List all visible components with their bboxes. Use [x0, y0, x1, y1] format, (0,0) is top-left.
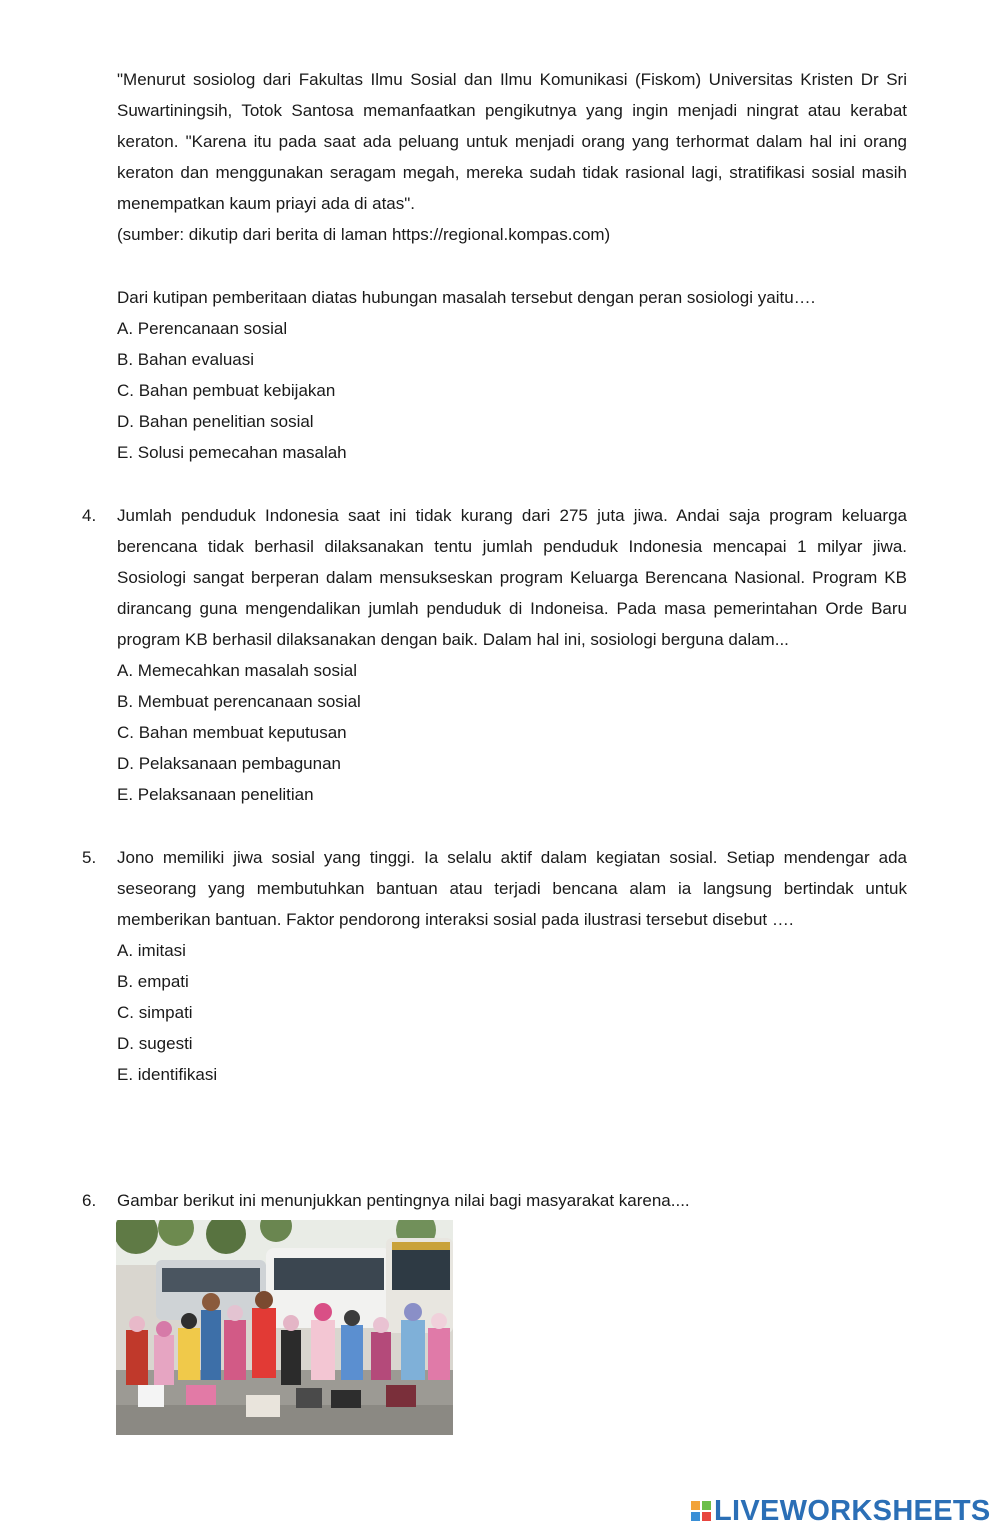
source-citation: (sumber: dikutip dari berita di laman https://regional.kompas.com)	[117, 225, 611, 244]
question-text: Dari kutipan pemberitaan diatas hubungan masalah tersebut dengan peran sosiologi yaitu….	[117, 288, 816, 307]
question-3	[117, 282, 907, 468]
quote-block	[117, 64, 907, 250]
option-e[interactable]: E. Pelaksanaan penelitian	[117, 785, 314, 804]
option-c[interactable]: C. Bahan membuat keputusan	[117, 723, 347, 742]
option-c[interactable]: C. Bahan pembuat kebijakan	[117, 381, 336, 400]
question-5	[117, 842, 907, 1090]
liveworksheets-logo[interactable]	[691, 1491, 991, 1531]
question-6	[117, 1185, 907, 1216]
option-a[interactable]: A. imitasi	[117, 941, 186, 960]
option-a[interactable]: A. Perencanaan sosial	[117, 319, 288, 338]
question-number: 5.	[82, 848, 97, 867]
option-b[interactable]: B. empati	[117, 972, 189, 991]
option-d[interactable]: D. sugesti	[117, 1034, 193, 1053]
option-e[interactable]: E. Solusi pemecahan masalah	[117, 443, 347, 462]
option-a[interactable]: A. Memecahkan masalah sosial	[117, 661, 358, 680]
option-d[interactable]: D. Bahan penelitian sosial	[117, 412, 314, 431]
crowd-bus-photo	[116, 1220, 453, 1435]
option-d[interactable]: D. Pelaksanaan pembagunan	[117, 754, 341, 773]
question-text: Jumlah penduduk Indonesia saat ini tidak kurang dari 275 juta jiwa. Andai saja program keluarga berencana tidak berhasil dilaksanakan tentu jumlah penduduk Indonesia mencapai 1 milyar jiwa. Sosiologi sangat berperan dalam mensukseskan program Keluarga Berencana Nasional. Program KB dirancang guna mengendalikan jumlah penduduk di Indoneisa. Pada masa pemerintahan Orde Baru program KB berhasil dilaksanakan dengan baik. Dalam hal ini, sosiologi berguna dalam...	[117, 506, 907, 649]
grid-logo-icon	[691, 1501, 711, 1521]
question-number: 6.	[82, 1191, 97, 1210]
question-text: Jono memiliki jiwa sosial yang tinggi. Ia selalu aktif dalam kegiatan sosial. Setiap mendengar ada seseorang yang membutuhkan bantuan atau terjadi bencana alam ia langsung bertindak untuk memberikan bantuan. Faktor pendorong interaksi sosial pada ilustrasi tersebut disebut ….	[117, 848, 907, 929]
option-c[interactable]: C. simpati	[117, 1003, 193, 1022]
quote-text: "Menurut sosiolog dari Fakultas Ilmu Sosial dan Ilmu Komunikasi (Fiskom) Universitas Kristen Dr Sri Suwartiningsih, Totok Santosa memanfaatkan pengikutnya yang ingin menjadi ningrat atau kerabat keraton. "Karena itu pada saat ada peluang untuk menjadi orang yang terhormat dalam hal ini orang keraton dan menggunakan seragam megah, mereka sudah tidak rasional lagi, stratifikasi sosial masih menempatkan kaum priayi ada di atas".	[117, 70, 907, 213]
option-e[interactable]: E. identifikasi	[117, 1065, 218, 1084]
option-b[interactable]: B. Membuat perencanaan sosial	[117, 692, 361, 711]
question-text: Gambar berikut ini menunjukkan pentingnya nilai bagi masyarakat karena....	[117, 1191, 690, 1210]
option-b[interactable]: B. Bahan evaluasi	[117, 350, 255, 369]
question-4	[117, 500, 907, 810]
question-number: 4.	[82, 506, 97, 525]
brand-name: LIVEWORKSHEETS	[714, 1494, 991, 1527]
